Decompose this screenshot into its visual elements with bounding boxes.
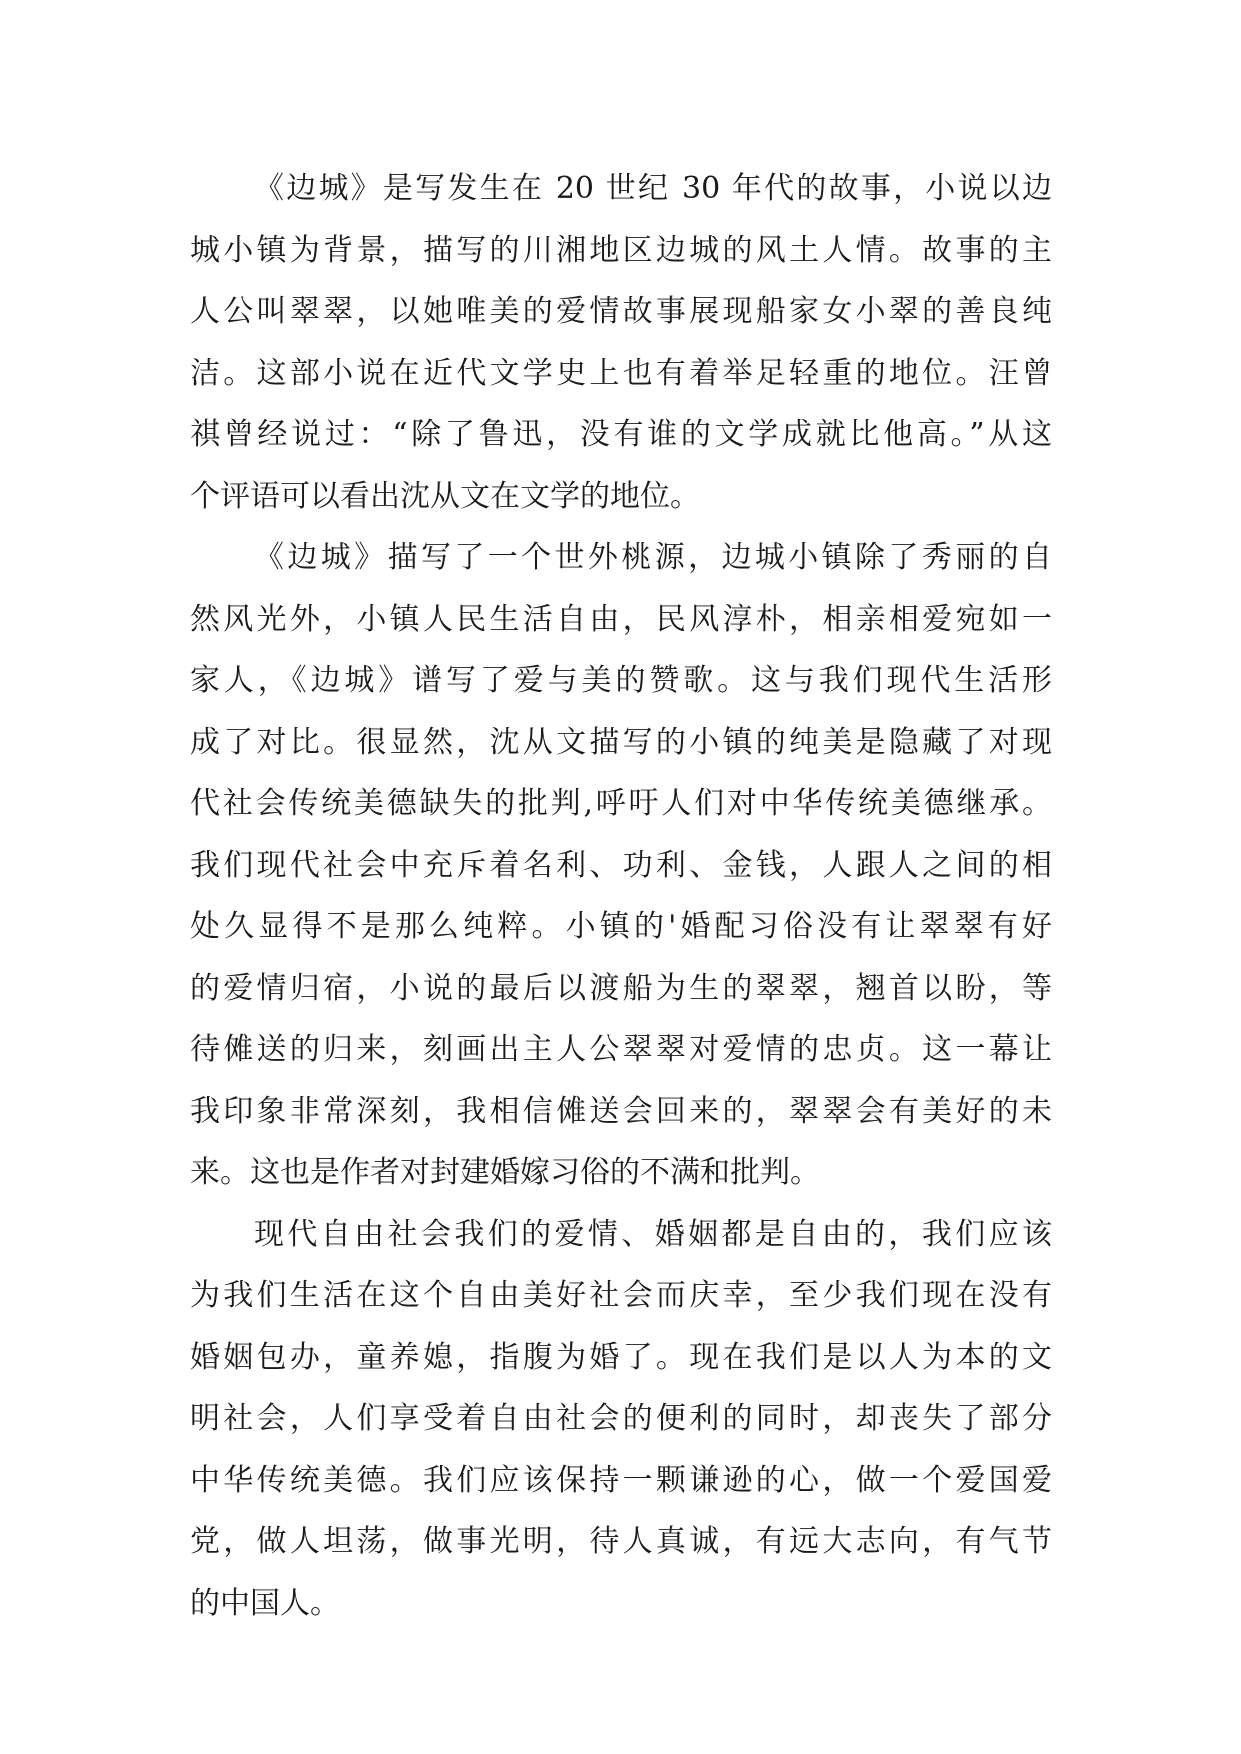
text-line: 婚姻包办，童养媳，指腹为婚了。现在我们是以人为本的文	[190, 1339, 1052, 1375]
text-line: 明社会，人们享受着自由社会的便利的同时，却丧失了部分	[190, 1401, 1052, 1436]
text-line: 待傩送的归来，刻画出主人公翠翠对爱情的忠贞。这一幕让	[190, 1032, 1052, 1067]
text-line: 为我们生活在这个自由美好社会而庆幸，至少我们现在没有	[190, 1278, 1052, 1313]
paragraph-1	[190, 158, 1052, 527]
paragraph-3	[190, 1204, 1052, 1635]
text-line: 城小镇为背景，描写的川湘地区边城的风土人情。故事的主	[190, 232, 1052, 268]
text-line: 家人，《边城》谱写了爱与美的赞歌。这与我们现代生活形	[190, 663, 1052, 698]
text-line: 祺曾经说过：“除了鲁迅，没有谁的文学成就比他高。”从这	[190, 417, 1052, 452]
text-line: 处久显得不是那么纯粹。小镇的'婚配习俗没有让翠翠有好	[190, 909, 1052, 944]
text-line: 现代自由社会我们的爱情、婚姻都是自由的，我们应该	[254, 1216, 1052, 1252]
text-line: 《边城》描写了一个世外桃源，边城小镇除了秀丽的自	[254, 540, 1052, 575]
text-line: 然风光外，小镇人民生活自由，民风淳朴，相亲相爱宛如一	[190, 601, 1052, 637]
text-line: 成了对比。很显然，沈从文描写的小镇的纯美是隐藏了对现	[190, 724, 1052, 760]
text-line: 的爱情归宿，小说的最后以渡船为生的翠翠，翘首以盼，等	[190, 970, 1052, 1006]
text-line: 洁。这部小说在近代文学史上也有着举足轻重的地位。汪曾	[190, 355, 1052, 391]
text-line: 个评语可以看出沈从文在文学的地位。	[190, 478, 700, 514]
text-line: 人公叫翠翠，以她唯美的爱情故事展现船家女小翠的善良纯	[190, 294, 1052, 329]
document-body	[190, 158, 1052, 1634]
text-line: 中华传统美德。我们应该保持一颗谦逊的心，做一个爱国爱	[190, 1462, 1052, 1498]
text-line: 我印象非常深刻，我相信傩送会回来的，翠翠会有美好的未	[190, 1093, 1052, 1129]
text-line: 的中国人。	[190, 1585, 340, 1621]
text-line: 我们现代社会中充斥着名利、功利、金钱，人跟人之间的相	[190, 847, 1052, 883]
text-line: 党，做人坦荡，做事光明，待人真诚，有远大志向，有气节	[190, 1524, 1052, 1559]
text-line: 《边城》是写发生在 20 世纪 30 年代的故事，小说以边	[254, 171, 1052, 206]
text-line: 代社会传统美德缺失的批判,呼吁人们对中华传统美德继承。	[190, 786, 1052, 821]
text-line: 来。这也是作者对封建婚嫁习俗的不满和批判。	[190, 1155, 820, 1190]
paragraph-2	[190, 527, 1052, 1204]
